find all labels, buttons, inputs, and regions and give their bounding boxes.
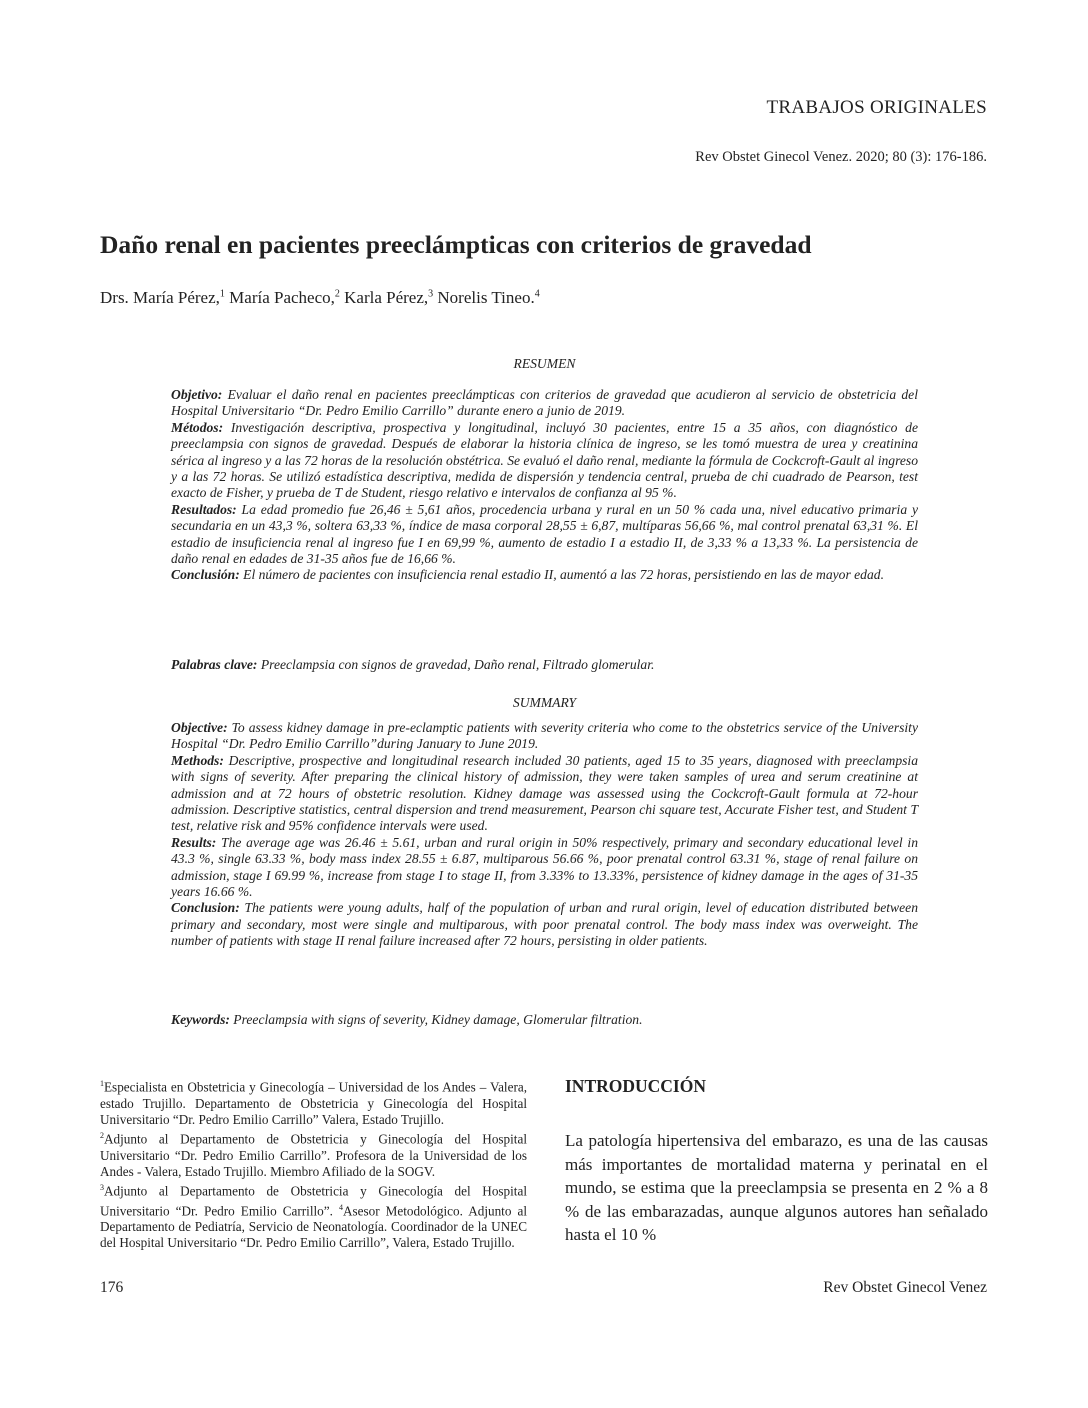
metodos-label: Métodos: xyxy=(171,419,224,435)
introduction-text: La patología hipertensiva del embarazo, es una de las causas más importantes de mortalidad materna y perinatal en el mundo, se estima que la preeclampsia se presenta en 2 % a 8 % de las embarazadas, aunque algunos autores han señalado hasta el 10 % xyxy=(565,1131,988,1245)
article-title: Daño renal en pacientes preeclámpticas con criterios de gravedad xyxy=(100,230,812,259)
affiliation-text: Asesor Metodológico. Adjunto al Departamento de Pediatría, Servicio de Neonatología. Coordinador de la UNEC del Hospital Universitario “Dr. Pedro Emilio Carrillo”, Valera, Estado Trujillo. xyxy=(100,1202,527,1251)
resultados-label: Resultados: xyxy=(171,501,237,517)
affiliation-block xyxy=(100,1128,527,1180)
affiliation-mark: 2 xyxy=(100,1131,104,1140)
metodos-text: Investigación descriptiva, prospectiva y longitudinal, incluyó 30 pacientes, entre 15 a 35 años, con diagnóstico de preeclampsia con signos de gravedad. Después de elaborar la historia clínica de ingreso, se les tomó muestra de urea y creatinina sérica al ingreso y a las 72 horas de la resolución obstétrica. Se evaluó el daño renal, mediante la fórmula de Cockcroft-Gault al ingreso y a las 72 horas. Se utilizó estadística descriptiva, medida de dispersión y tendencia central, prueba de chi cuadrado de Pearson, test exacto de Fisher, y prueba de T de Student, riesgo relativo e intervalos de confianza al 95 %. xyxy=(171,419,918,501)
author-name: Karla Pérez, xyxy=(339,288,429,307)
objetivo-text: Evaluar el daño renal en pacientes preeclámpticas con criterios de gravedad que acudieron al servicio de obstetricia del Hospital Universitario “Dr. Pedro Emilio Carrillo” durante enero a junio de 2019. xyxy=(171,387,918,419)
objective-text: To assess kidney damage in pre-eclamptic patients with severity criteria who come to the obstetrics service of the University Hospital “Dr. Pedro Emilio Carrillo”during January to June 2019. xyxy=(171,720,918,752)
results-label: Results: xyxy=(171,834,217,850)
keywords-label: Keywords: xyxy=(171,1012,230,1027)
resumen-heading: RESUMEN xyxy=(513,356,576,371)
resumen-conclusion xyxy=(171,567,918,583)
affiliations xyxy=(100,1076,527,1252)
palabras-clave-text: Preeclampsia con signos de gravedad, Daño renal, Filtrado glomerular. xyxy=(257,657,655,672)
resumen-resultados xyxy=(171,502,918,568)
summary-body xyxy=(171,720,918,950)
affiliation-mark: 3 xyxy=(100,1183,104,1192)
resumen-metodos xyxy=(171,420,918,502)
summary-heading: SUMMARY xyxy=(512,695,577,710)
author-name: Norelis Tineo. xyxy=(433,288,535,307)
footer-journal: Rev Obstet Ginecol Venez xyxy=(823,1279,987,1296)
affiliation-block xyxy=(100,1180,527,1252)
summary-methods xyxy=(171,753,918,835)
author-name: María Pacheco, xyxy=(224,288,335,307)
summary-objective xyxy=(171,720,918,753)
author-list xyxy=(100,288,540,308)
introduction-heading: INTRODUCCIÓN xyxy=(565,1076,706,1096)
resumen-objetivo xyxy=(171,387,918,420)
conclusion-text: The patients were young adults, half of the population of urban and rural origin, level of education distributed between primary and secondary, most were single and multiparous, with poor prenatal control. The body mass index was overweight. The number of patients with stage II renal failure increased after 72 hours, persisting in older patients. xyxy=(171,900,918,949)
author-affiliation-mark: 3 xyxy=(428,288,434,300)
author-affiliation-mark: 4 xyxy=(534,288,540,300)
palabras-clave xyxy=(171,657,918,673)
journal-citation: Rev Obstet Ginecol Venez. 2020; 80 (3): 176-186. xyxy=(695,149,987,165)
objective-label: Objective: xyxy=(171,720,228,735)
affiliation-text: Adjunto al Departamento de Obstetricia y Ginecología del Hospital Universitario “Dr. Pedro Emilio Carrillo”. xyxy=(100,1183,527,1218)
affiliation-mark: 4 xyxy=(338,1202,343,1212)
resumen-body xyxy=(171,387,918,584)
resultados-text: La edad promedio fue 26,46 ± 5,61 años, procedencia urbana y rural en un 50 % cada una, nivel educativo primaria y secundaria en un 43,3 %, soltera 63,33 %, índice de masa corporal 28,55 ± 6,87, multíparas 56,66 %, mal control prenatal 63,31 %. El estadio de insuficiencia renal al ingreso fue I en 69,99 %, aumento de estadio I a estadio II, de 3,33 % a 13,33 %. La persistencia de daño renal en edades de 31-35 años fue de 16,66 %. xyxy=(171,501,918,567)
objetivo-label: Objetivo: xyxy=(171,387,223,402)
conclusion-text: El número de pacientes con insuficiencia renal estadio II, aumentó a las 72 horas, persistiendo en las de mayor edad. xyxy=(239,567,884,583)
summary-results xyxy=(171,835,918,901)
page-number: 176 xyxy=(100,1279,124,1296)
affiliation-mark: 1 xyxy=(100,1079,104,1088)
affiliation-text: Adjunto al Departamento de Obstetricia y Ginecología del Hospital Universitario “Dr. Pedro Emilio Carrillo”. Profesora de la Universidad de los Andes - Valera, Estado Trujillo. Miembro Afiliado de la SOGV. xyxy=(100,1131,527,1179)
conclusion-label: Conclusion: xyxy=(171,900,240,916)
summary-conclusion xyxy=(171,900,918,949)
methods-text: Descriptive, prospective and longitudinal research included 30 patients, aged 15 to 35 years, diagnosed with preeclampsia with signs of severity. After preparing the clinical history of admission, they were taken samples of urea and serum creatinine at admission and at 72 hours of obstetric resolution. Kidney damage was assessed using the Cockcroft-Gault formula at 72-hour admission. Descriptive statistics, central dispersion and trend measurement, Pearson chi square test, Accurate Fisher test, and Student T test, relative risk and 95% confidence intervals were used. xyxy=(171,752,918,834)
author-affiliation-mark: 1 xyxy=(219,288,225,300)
affiliation-text: Especialista en Obstetricia y Ginecología – Universidad de los Andes – Valera, estado Trujillo. Departamento de Obstetricia y Ginecología del Hospital Universitario “Dr. Pedro Emilio Carrillo” Valera, Estado Trujillo. xyxy=(100,1079,527,1127)
author-name: Drs. María Pérez, xyxy=(100,288,220,307)
author-affiliation-mark: 2 xyxy=(334,288,340,300)
section-label: TRABAJOS ORIGINALES xyxy=(766,97,987,118)
palabras-clave-label: Palabras clave: xyxy=(171,657,258,672)
conclusion-label: Conclusión: xyxy=(171,567,240,583)
affiliation-block xyxy=(100,1076,527,1128)
keywords-text: Preeclampsia with signs of severity, Kidney damage, Glomerular filtration. xyxy=(229,1012,643,1027)
results-text: The average age was 26.46 ± 5.61, urban and rural origin in 50% respectively, primary and secondary educational level in 43.3 %, single 63.33 %, body mass index 28.55 ± 6.87, multiparous 56.66 %, poor prenatal control 63.31 %, stage of renal failure on admission, stage I 69.99 %, increase from stage I to stage II, from 3.33% to 13.33%, persistence of kidney damage in the ages of 31-35 years 16.66 %. xyxy=(171,834,918,900)
keywords xyxy=(171,1012,918,1028)
methods-label: Methods: xyxy=(171,752,224,768)
